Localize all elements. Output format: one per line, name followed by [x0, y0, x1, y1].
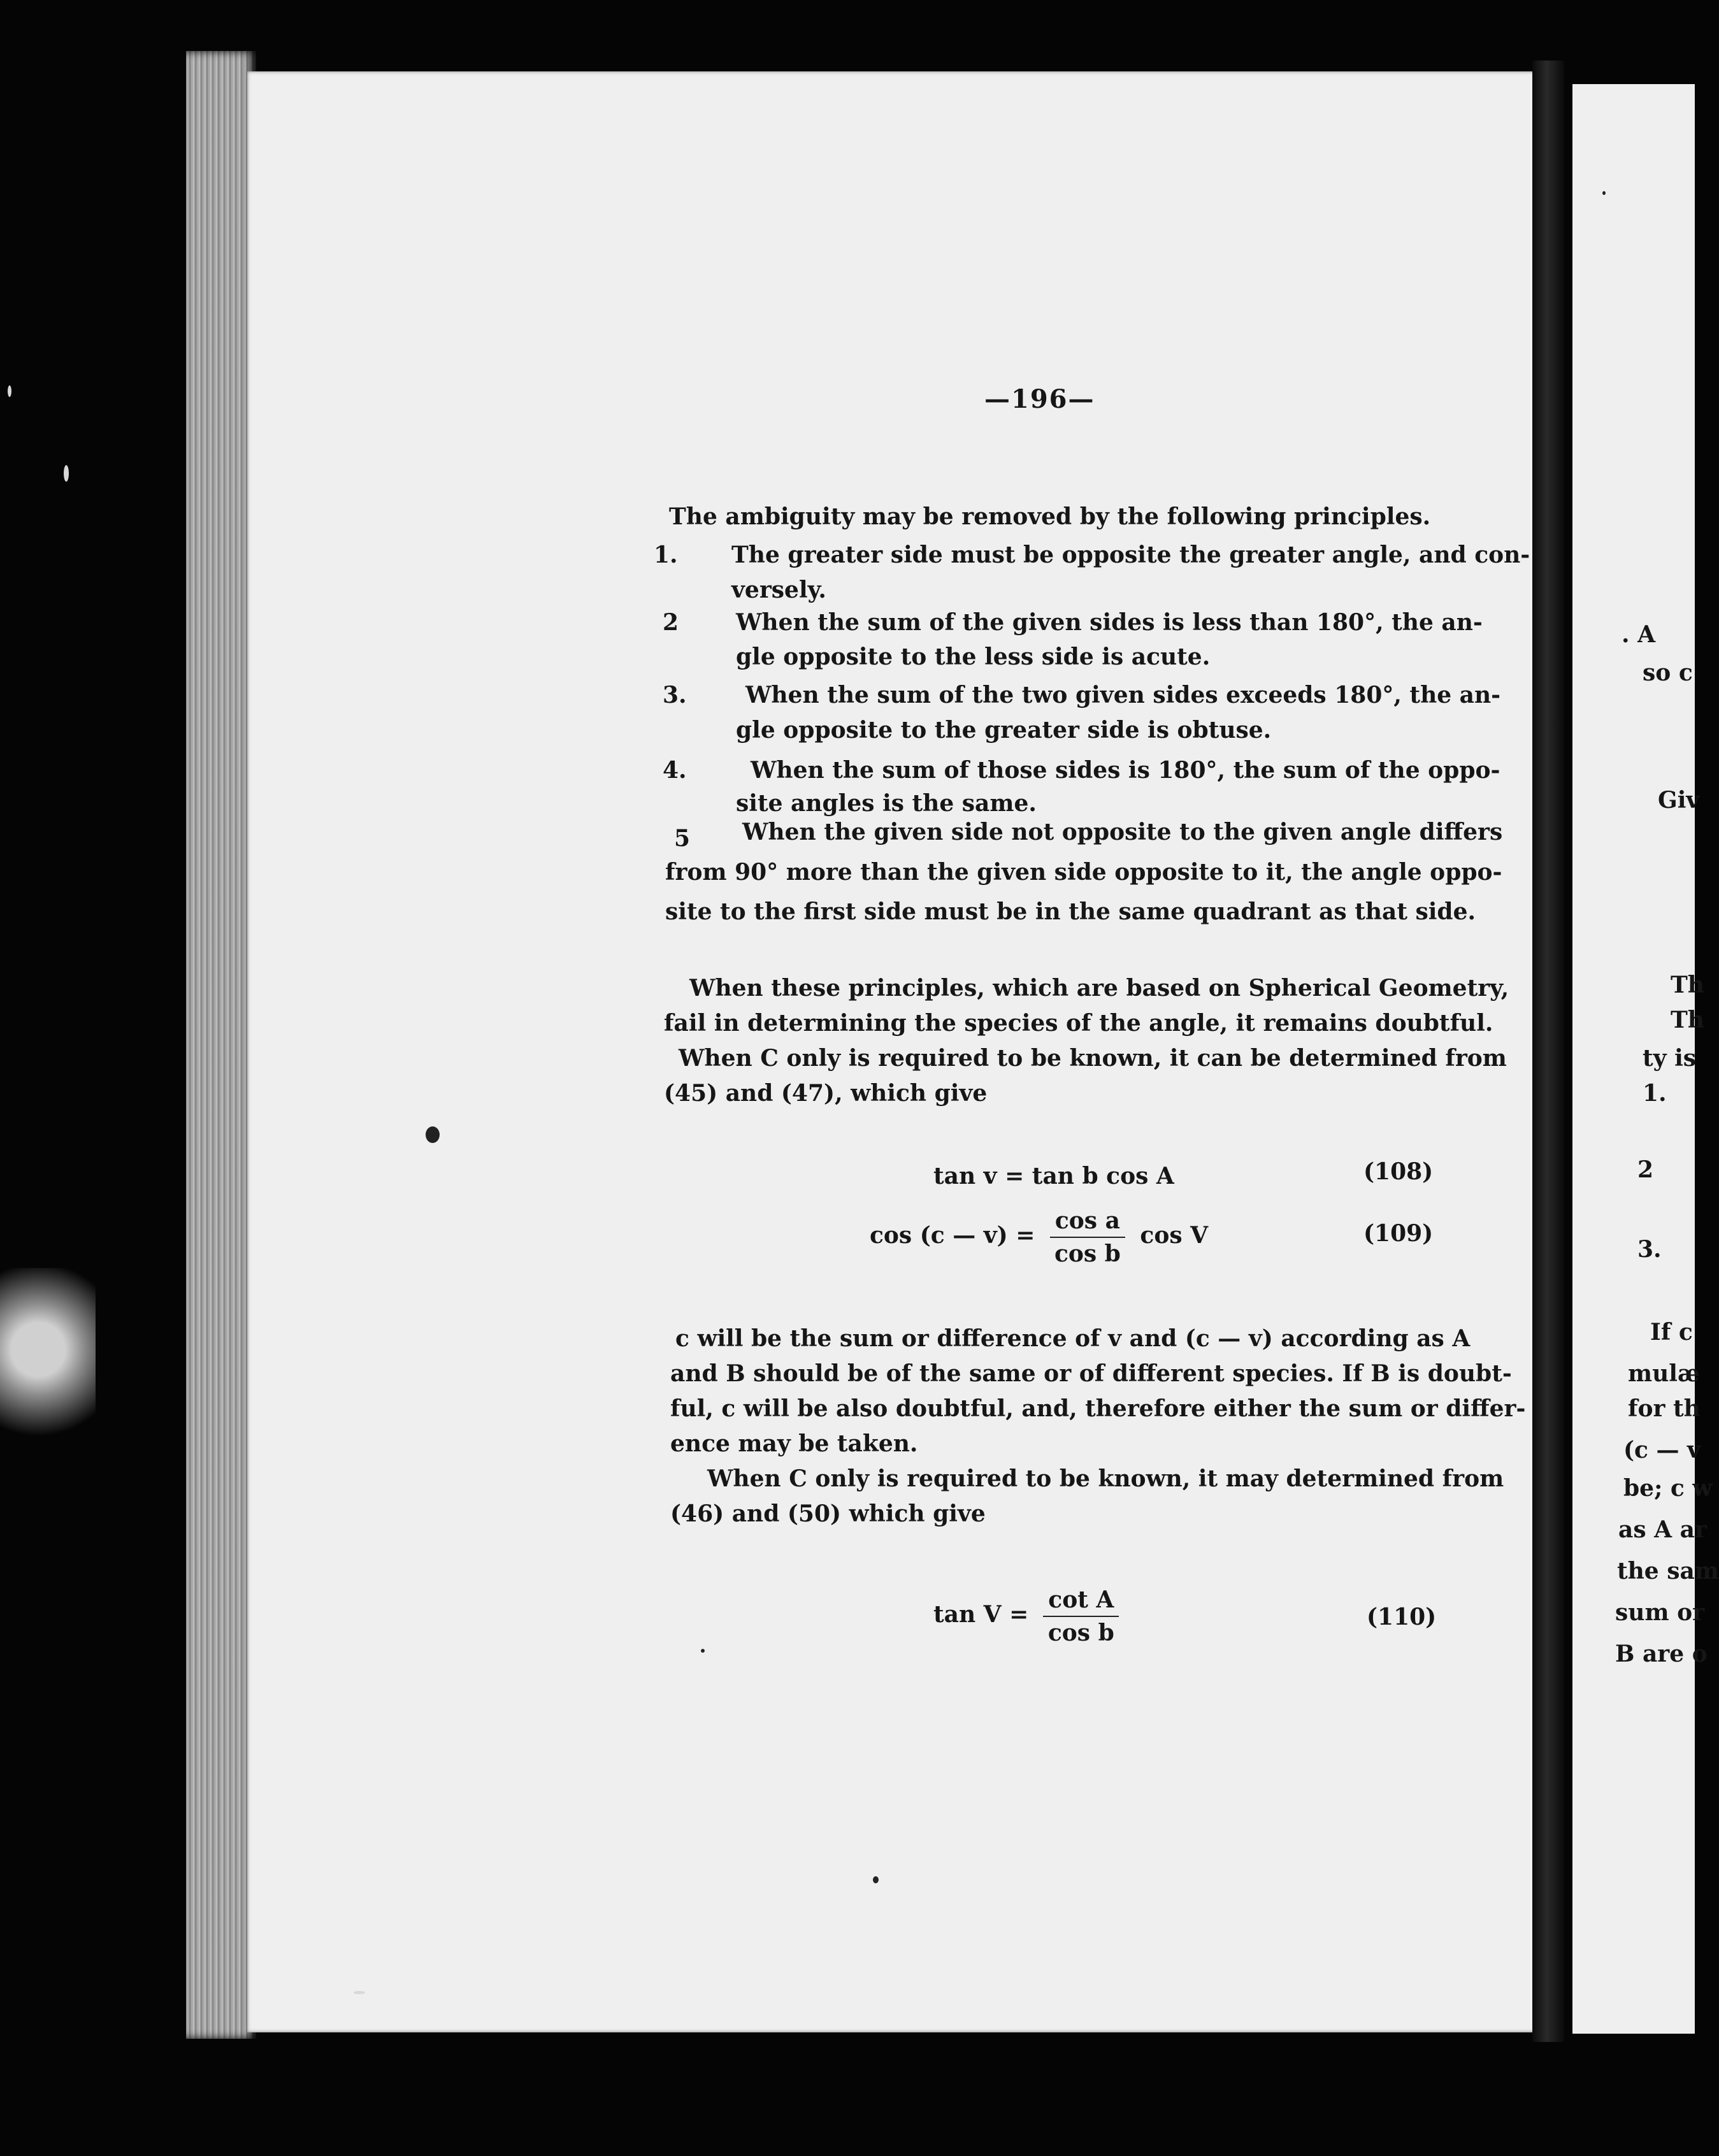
right-page-fragment: . A — [1622, 621, 1655, 648]
dust-speck — [8, 385, 11, 397]
right-page-fragment: the sam — [1617, 1558, 1719, 1585]
book-page-edges — [186, 51, 256, 2039]
right-page-fragment: If c — [1650, 1319, 1693, 1346]
right-page-fragment: B are o — [1615, 1641, 1708, 1667]
fraction — [1043, 1586, 1119, 1646]
principle-number: 5 — [674, 825, 691, 852]
ink-speck — [873, 1876, 879, 1883]
paragraph-line: c will be the sum or difference of v and (c — v) according as A — [675, 1325, 1471, 1352]
principle-line: When the sum of the given sides is less than 180°, the an- — [736, 609, 1483, 636]
right-page-fragment: 2 — [1637, 1156, 1654, 1183]
principle-line: versely. — [731, 577, 826, 603]
dust-speck — [64, 465, 69, 482]
principle-line: When the sum of the two given sides exceeds 180°, the an- — [745, 682, 1501, 708]
right-page-fragment: sum or — [1615, 1599, 1705, 1626]
principle-number: 3. — [663, 682, 687, 708]
principle-line: site to the first side must be in the same quadrant as that side. — [665, 898, 1476, 925]
book-gutter — [1532, 61, 1564, 2042]
principle-number: 2 — [663, 609, 679, 636]
ink-speck — [426, 1126, 440, 1143]
equation-number: (109) — [1363, 1220, 1434, 1247]
right-page-fragment: (c — v — [1623, 1437, 1701, 1463]
right-page-fragment: 3. — [1637, 1236, 1662, 1263]
denominator: cos b — [1054, 1240, 1121, 1267]
equation-text: tan v = tan b cos A — [933, 1163, 1174, 1189]
principle-line: site angles is the same. — [736, 790, 1037, 817]
fraction — [1049, 1207, 1126, 1267]
right-page-fragment: as A ar — [1618, 1516, 1707, 1543]
right-page-fragment: so c — [1643, 659, 1693, 686]
equation-rhs: cos V — [1140, 1222, 1209, 1249]
dust-speck — [354, 1991, 365, 1994]
equation-number: (110) — [1367, 1604, 1437, 1630]
principle-line: gle opposite to the greater side is obtuse. — [736, 717, 1272, 744]
principle-line: When the given side not opposite to the given angle differs — [742, 819, 1503, 845]
paragraph-line: When C only is required to be known, it may determined from — [707, 1465, 1504, 1492]
intro-line: The ambiguity may be removed by the following principles. — [669, 503, 1431, 530]
principle-line: gle opposite to the less side is acute. — [736, 643, 1211, 670]
equation-109 — [870, 1207, 1208, 1267]
principle-line: The greater side must be opposite the greater angle, and con- — [731, 542, 1530, 568]
principle-line: from 90° more than the given side opposite to it, the angle oppo- — [665, 859, 1502, 886]
page-number: —196— — [984, 384, 1095, 414]
paragraph-line: ful, c will be also doubtful, and, therefore either the sum or differ- — [670, 1395, 1526, 1422]
right-page-fragment: 1. — [1643, 1080, 1667, 1107]
equation-number: (108) — [1363, 1158, 1434, 1185]
paragraph-line: When C only is required to be known, it can be determined from — [679, 1045, 1507, 1072]
scan-noise — [0, 1268, 96, 1472]
principle-number: 4. — [663, 757, 687, 784]
equation-110 — [933, 1586, 1126, 1646]
numerator: cos a — [1050, 1207, 1125, 1238]
principle-number: 1. — [654, 542, 678, 568]
right-page-fragment: for th — [1628, 1395, 1701, 1422]
denominator: cos b — [1047, 1620, 1114, 1646]
right-page-fragment: Th — [1671, 1007, 1704, 1033]
right-page-fragment: ty is — [1643, 1045, 1697, 1072]
right-page-fragment: Th — [1671, 972, 1704, 998]
numerator: cot A — [1043, 1586, 1119, 1617]
right-page-fragment: be; c w — [1623, 1475, 1713, 1502]
right-page-fragment: mulæ — [1628, 1360, 1701, 1387]
paragraph-line: When these principles, which are based on Spherical Geometry, — [689, 975, 1509, 1002]
paragraph-line: and B should be of the same or of different species. If B is doubt- — [670, 1360, 1512, 1387]
equation-lhs: tan V = — [933, 1601, 1029, 1628]
paragraph-line: (45) and (47), which give — [664, 1080, 988, 1107]
paragraph-line: (46) and (50) which give — [670, 1500, 986, 1527]
ink-speck — [701, 1649, 705, 1653]
ink-speck — [1602, 191, 1606, 195]
equation-108 — [933, 1163, 1174, 1189]
right-page-fragment: Giv — [1658, 787, 1700, 814]
equation-lhs: cos (c — v) = — [870, 1222, 1035, 1249]
paragraph-line: ence may be taken. — [670, 1430, 918, 1457]
principle-line: When the sum of those sides is 180°, the sum of the oppo- — [751, 757, 1500, 784]
paragraph-line: fail in determining the species of the angle, it remains doubtful. — [664, 1010, 1493, 1037]
